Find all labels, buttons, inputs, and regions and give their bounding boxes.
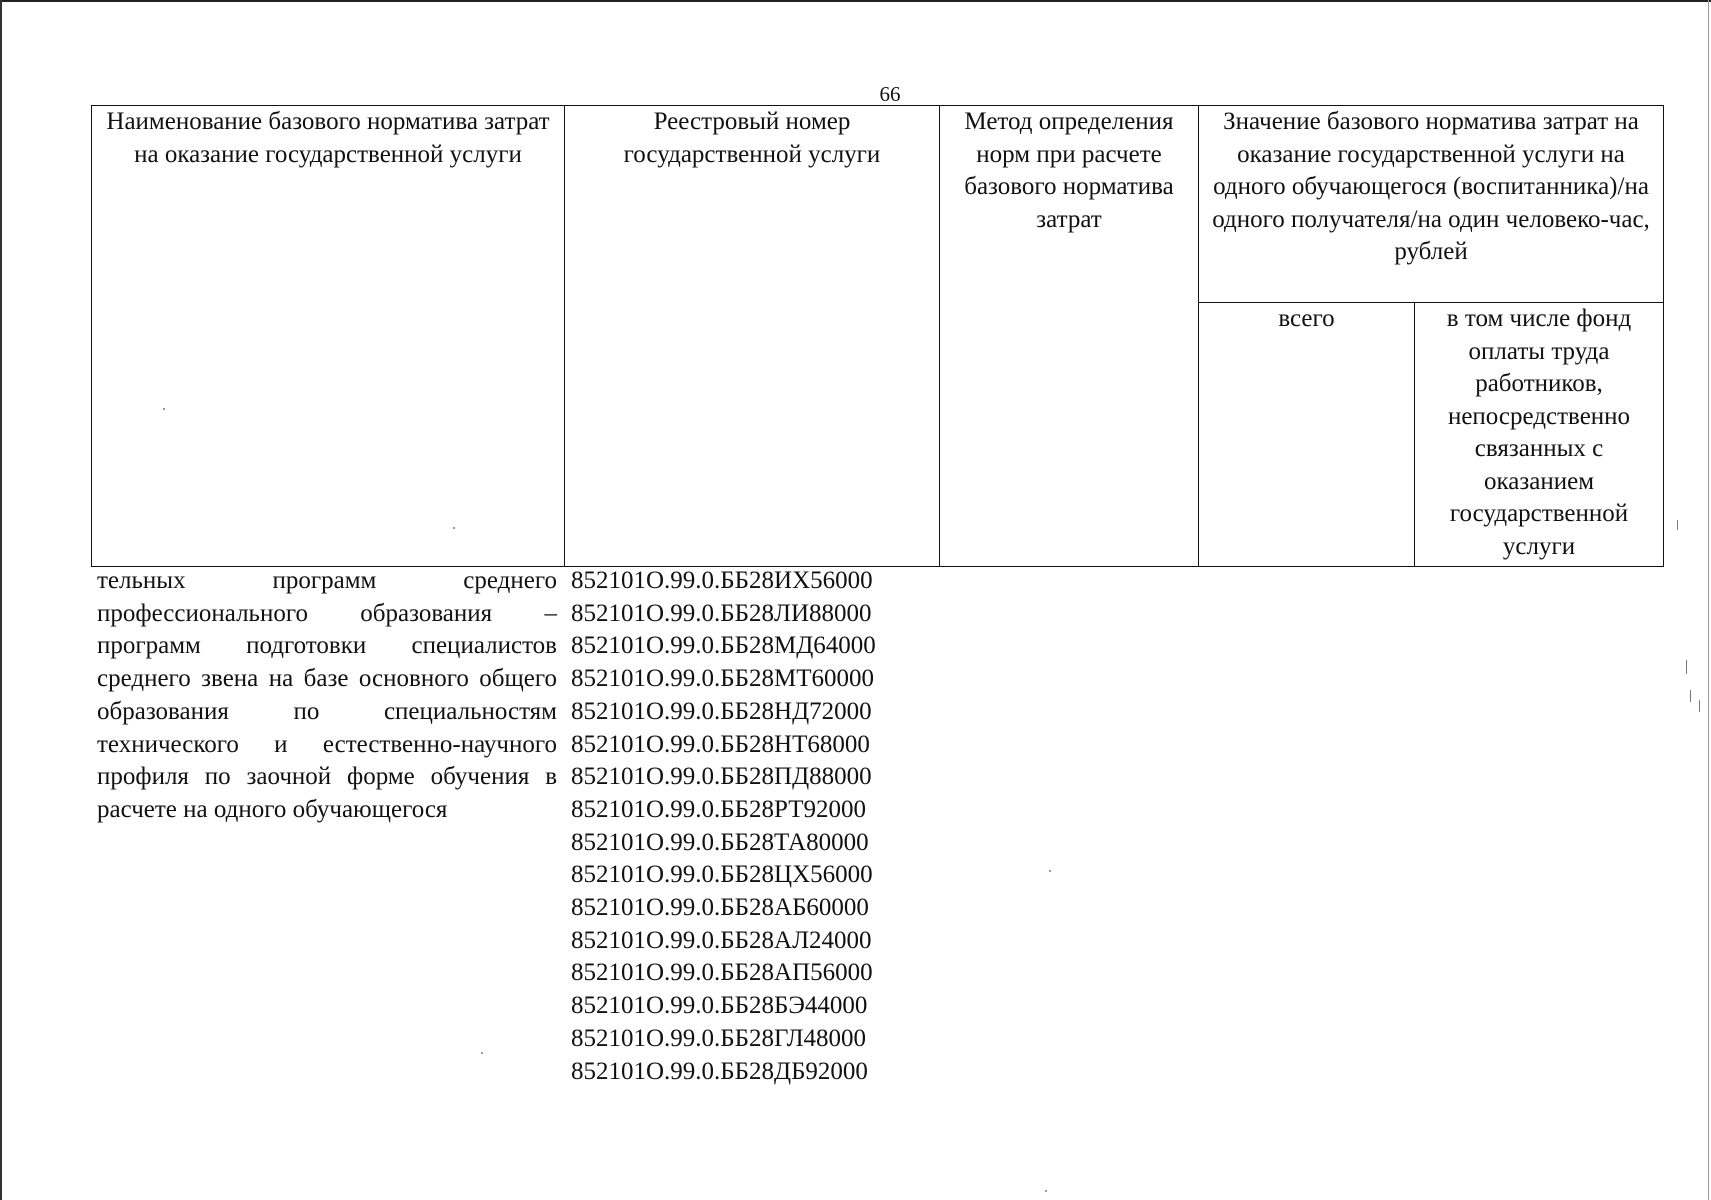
scan-speck	[163, 408, 165, 410]
registry-code: 852101О.99.0.ББ28РТ92000	[571, 795, 866, 823]
service-name-text: тельных программ среднего профессионального образования – программ подготовки специалистов среднего звена на базе основного общего образования по специальностям технического и естественно-научного профиля по заочной форме обучения в расчете на одного обучающегося	[97, 567, 557, 823]
header-registry-label: Реестровый номер государственной услуги	[623, 108, 881, 168]
scan-speck	[453, 527, 455, 529]
registry-code: 852101О.99.0.ББ28БЭ44000	[571, 992, 868, 1020]
registry-code: 852101О.99.0.ББ28ИХ56000	[571, 567, 873, 594]
scan-speck	[1045, 1190, 1047, 1192]
scan-speck	[1049, 870, 1051, 872]
header-method-label: Метод определения норм при расчете базового норматива затрат	[964, 108, 1174, 233]
registry-code: 852101О.99.0.ББ28ГЛ48000	[571, 1024, 867, 1052]
header-total-label: всего	[1278, 305, 1335, 332]
registry-code: 852101О.99.0.ББ28ЦХ56000	[571, 861, 873, 889]
header-total-cell	[1199, 303, 1415, 567]
norms-table-header	[91, 105, 1664, 567]
registry-code: 852101О.99.0.ББ28ЛИ88000	[571, 599, 872, 627]
registry-code: 852101О.99.0.ББ28МД64000	[571, 632, 876, 660]
page-number: 66	[879, 82, 901, 106]
scan-speck	[1690, 690, 1691, 702]
scan-speck	[1677, 520, 1678, 530]
registry-code: 852101О.99.0.ББ28НД72000	[571, 697, 872, 725]
scan-edge-left	[0, 0, 2, 1200]
scan-edge-top	[0, 0, 1711, 2]
registry-code: 852101О.99.0.ББ28НТ68000	[571, 730, 870, 758]
header-payroll-label: в том числе фонд оплаты труда работников, непосредственно связанных с оказанием государственной услуги	[1446, 305, 1632, 560]
header-name-label: Наименование базового норматива затрат на оказание государственной услуги	[106, 108, 550, 168]
registry-code: 852101О.99.0.ББ28ДБ92000	[571, 1057, 868, 1085]
registry-code: 852101О.99.0.ББ28МТ60000	[571, 665, 875, 693]
registry-code: 852101О.99.0.ББ28ТА80000	[571, 828, 869, 856]
header-value-label: Значение базового норматива затрат на оказание государственной услуги на одного обучающегося (воспитанника)/на одного получателя/на один человеко-час, рублей	[1212, 108, 1650, 265]
registry-code: 852101О.99.0.ББ28АП56000	[571, 959, 873, 987]
registry-code: 852101О.99.0.ББ28АЛ24000	[571, 926, 872, 954]
header-name-cell	[92, 106, 565, 567]
header-method-cell	[940, 106, 1199, 567]
header-payroll-cell	[1415, 303, 1664, 567]
registry-code: 852101О.99.0.ББ28АБ60000	[571, 894, 869, 922]
header-registry-cell	[565, 106, 940, 567]
scan-speck	[1699, 700, 1700, 712]
scan-speck	[481, 1052, 483, 1054]
scan-edge-right	[1708, 0, 1709, 1200]
scan-speck	[1686, 660, 1687, 674]
registry-codes-list	[571, 565, 876, 1088]
header-value-cell	[1199, 106, 1664, 303]
registry-code: 852101О.99.0.ББ28ПД88000	[571, 763, 872, 791]
